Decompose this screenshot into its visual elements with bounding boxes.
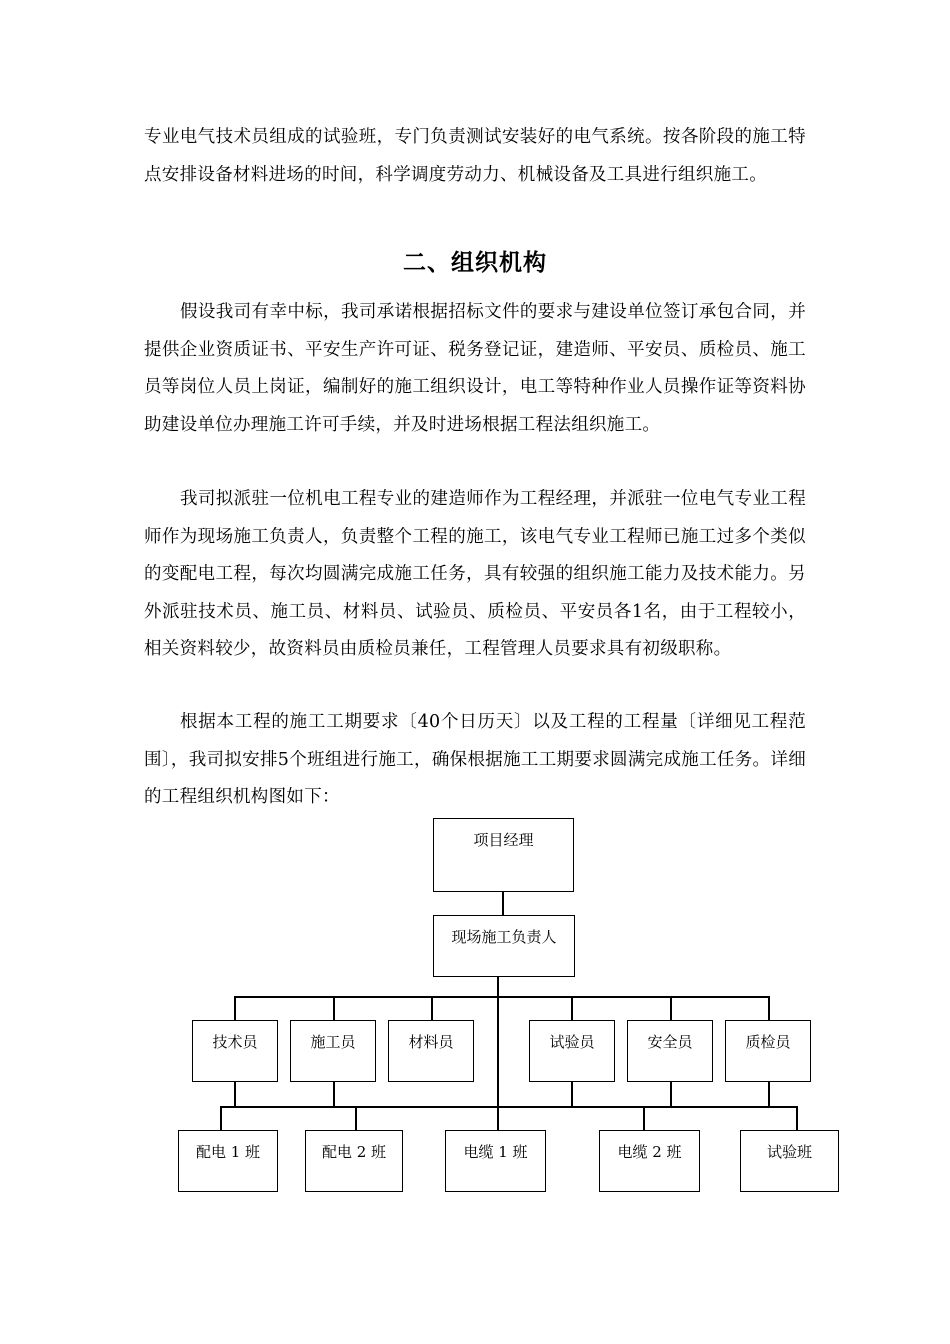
org-box-label: 电缆 2 班 <box>617 1143 682 1161</box>
org-box-label: 配电 2 班 <box>321 1143 387 1161</box>
connector-line <box>234 996 770 998</box>
org-box-label: 试验班 <box>766 1143 812 1161</box>
connector-line <box>571 996 573 1021</box>
connector-line <box>355 1106 357 1131</box>
org-box-team-testing <box>740 1130 839 1192</box>
org-box-team-cable-1 <box>445 1130 546 1192</box>
org-box-team-distribution-1 <box>178 1130 278 1192</box>
org-box-label: 材料员 <box>408 1033 454 1051</box>
org-box-team-distribution-2 <box>305 1130 403 1192</box>
org-box-label: 施工员 <box>310 1033 356 1051</box>
paragraph-teams: 根据本工程的施工工期要求〔40个日历天〕以及工程的工程量〔详细见工程范围〕，我司拟安排5个班组进行施工，确保根据施工工期要求圆满完成施工任务。详细的工程组织机构图如下： <box>144 712 806 808</box>
connector-line <box>497 976 499 1131</box>
connector-line <box>220 1106 797 1108</box>
org-box-label: 电缆 1 班 <box>463 1143 528 1161</box>
org-box-safety-staff <box>627 1020 713 1082</box>
connector-line <box>333 996 335 1021</box>
org-box-label: 试验员 <box>549 1033 595 1051</box>
connector-line <box>220 1106 222 1131</box>
connector-line <box>333 1081 335 1107</box>
connector-line <box>234 996 236 1021</box>
org-box-testing-staff <box>529 1020 615 1082</box>
org-box-team-cable-2 <box>599 1130 700 1192</box>
connector-line <box>571 1081 573 1107</box>
paragraph-bid: 假设我司有幸中标，我司承诺根据招标文件的要求与建设单位签订承包合同，并提供企业资质证书、平安生产许可证、税务登记证，建造师、平安员、质检员、施工员等岗位人员上岗证，编制好的施工组织设计，电工等特种作业人员操作证等资料协助建设单位办理施工许可手续，并及时进场根据工程法组织施工。 <box>144 302 806 435</box>
connector-line <box>502 891 504 916</box>
org-box-quality-staff <box>725 1020 811 1082</box>
org-box-label: 项目经理 <box>473 831 534 849</box>
connector-line <box>234 1081 236 1107</box>
org-box-label: 安全员 <box>647 1033 693 1051</box>
org-box-technician <box>192 1020 278 1082</box>
org-box-project-manager <box>433 818 574 892</box>
org-box-label: 质检员 <box>745 1033 791 1051</box>
org-box-label: 技术员 <box>212 1033 258 1051</box>
paragraph-intro: 专业电气技术员组成的试验班，专门负责测试安装好的电气系统。按各阶段的施工特点安排设备材料进场的时间，科学调度劳动力、机械设备及工具进行组织施工。 <box>144 127 806 185</box>
connector-line <box>431 996 433 1021</box>
org-box-materials-staff <box>388 1020 474 1082</box>
connector-line <box>796 1106 798 1131</box>
connector-line <box>670 1081 672 1107</box>
connector-line <box>643 1106 645 1131</box>
org-box-site-manager <box>433 915 575 977</box>
connector-line <box>670 996 672 1021</box>
connector-line <box>768 1081 770 1107</box>
org-box-label: 配电 1 班 <box>195 1143 261 1161</box>
org-box-label: 现场施工负责人 <box>451 928 557 946</box>
section-heading: 二、组织机构 <box>403 250 547 276</box>
org-box-construction-staff <box>290 1020 376 1082</box>
connector-line <box>768 996 770 1021</box>
paragraph-staffing: 我司拟派驻一位机电工程专业的建造师作为工程经理，并派驻一位电气专业工程师作为现场施工负责人，负责整个工程的施工，该电气专业工程师已施工过多个类似的变配电工程，每次均圆满完成施工任务，具有较强的组织施工能力及技术能力。另外派驻技术员、施工员、材料员、试验员、质检员、平安员各1名，由于工程较小，相关资料较少，故资料员由质检员兼任，工程管理人员要求具有初级职称。 <box>144 489 806 660</box>
